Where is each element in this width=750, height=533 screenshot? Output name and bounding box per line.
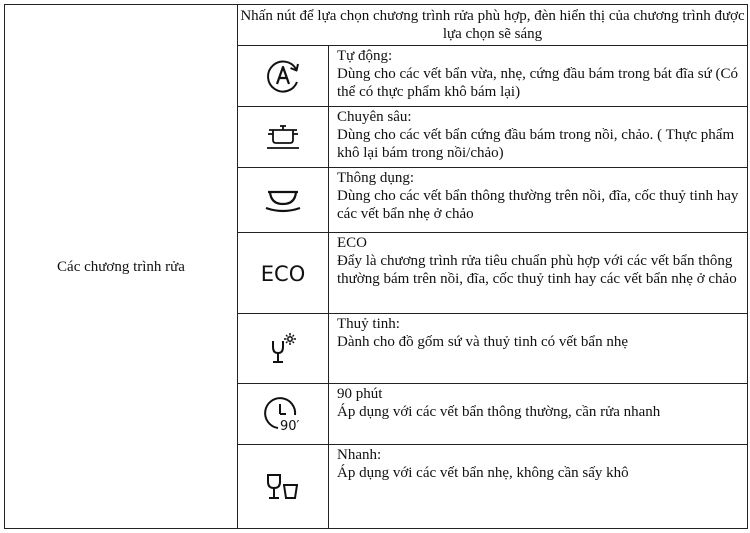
program-icon-cell [238, 445, 329, 529]
program-description: Áp dụng với các vết bẩn nhẹ, không cần sấy khô [337, 465, 629, 481]
program-desc-cell [329, 168, 748, 233]
timer-90-text: 90′ [280, 419, 300, 434]
eco-icon-text: ECO [260, 262, 306, 286]
program-description: Áp dụng với các vết bẩn thông thường, cần rửa nhanh [337, 404, 661, 420]
category-label [5, 5, 238, 529]
wash-program-table [4, 4, 748, 529]
program-icon-cell [238, 233, 329, 314]
program-desc-cell [329, 46, 748, 107]
auto-wash-icon [263, 56, 303, 96]
program-description: Dùng cho các vết bẩn thông thường trên nồi, đĩa, cốc thuỷ tinh hay các vết bẩn nhẹ ở chảo [337, 188, 739, 222]
table-header [238, 5, 748, 46]
program-title: Thuỷ tinh: [337, 316, 400, 332]
program-icon-cell [238, 384, 329, 445]
eco-icon [258, 259, 308, 287]
program-desc-cell [329, 384, 748, 445]
intensive-pot-icon [265, 122, 301, 152]
program-desc-cell [329, 314, 748, 384]
timer-90-icon [261, 394, 305, 434]
program-desc-cell [329, 233, 748, 314]
program-title: Tự động: [337, 48, 393, 64]
program-title: ECO [337, 235, 367, 251]
program-description: Dùng cho các vết bẩn cứng đầu bám trong nồi, chảo. ( Thực phẩm khô lại bám trong nồi/chảo) [337, 127, 735, 161]
program-description: Dành cho đồ gốm sứ và thuỷ tinh có vết bẩn nhẹ [337, 334, 628, 350]
program-icon-cell [238, 46, 329, 107]
normal-bowl-icon [263, 184, 303, 216]
quick-wash-icon [264, 470, 302, 504]
glass-icon [267, 332, 299, 366]
program-icon-cell [238, 168, 329, 233]
program-title: Nhanh: [337, 447, 382, 463]
program-icon-cell [238, 107, 329, 168]
program-title: Chuyên sâu: [337, 109, 412, 125]
program-title: Thông dụng: [337, 170, 415, 186]
program-description: Dùng cho các vết bẩn vừa, nhẹ, cứng đầu bám trong bát đĩa sứ (Có thể có thực phẩm khô bám lại) [337, 66, 738, 100]
program-icon-cell [238, 314, 329, 384]
header-text: Nhấn nút để lựa chọn chương trình rửa phù hợp, đèn hiển thị của chương trình được lựa chọn sẽ sáng [240, 8, 745, 42]
program-desc-cell [329, 107, 748, 168]
program-desc-cell [329, 445, 748, 529]
category-label-text: Các chương trình rửa [57, 258, 185, 275]
program-description: Đẩy là chương trình rửa tiêu chuẩn phù hợp với các vết bẩn thông thường bám trên nồi, đĩa, cốc thuỷ tinh hay các vết bẩn nhẹ ở chảo [337, 253, 737, 287]
program-title: 90 phút [337, 386, 383, 402]
